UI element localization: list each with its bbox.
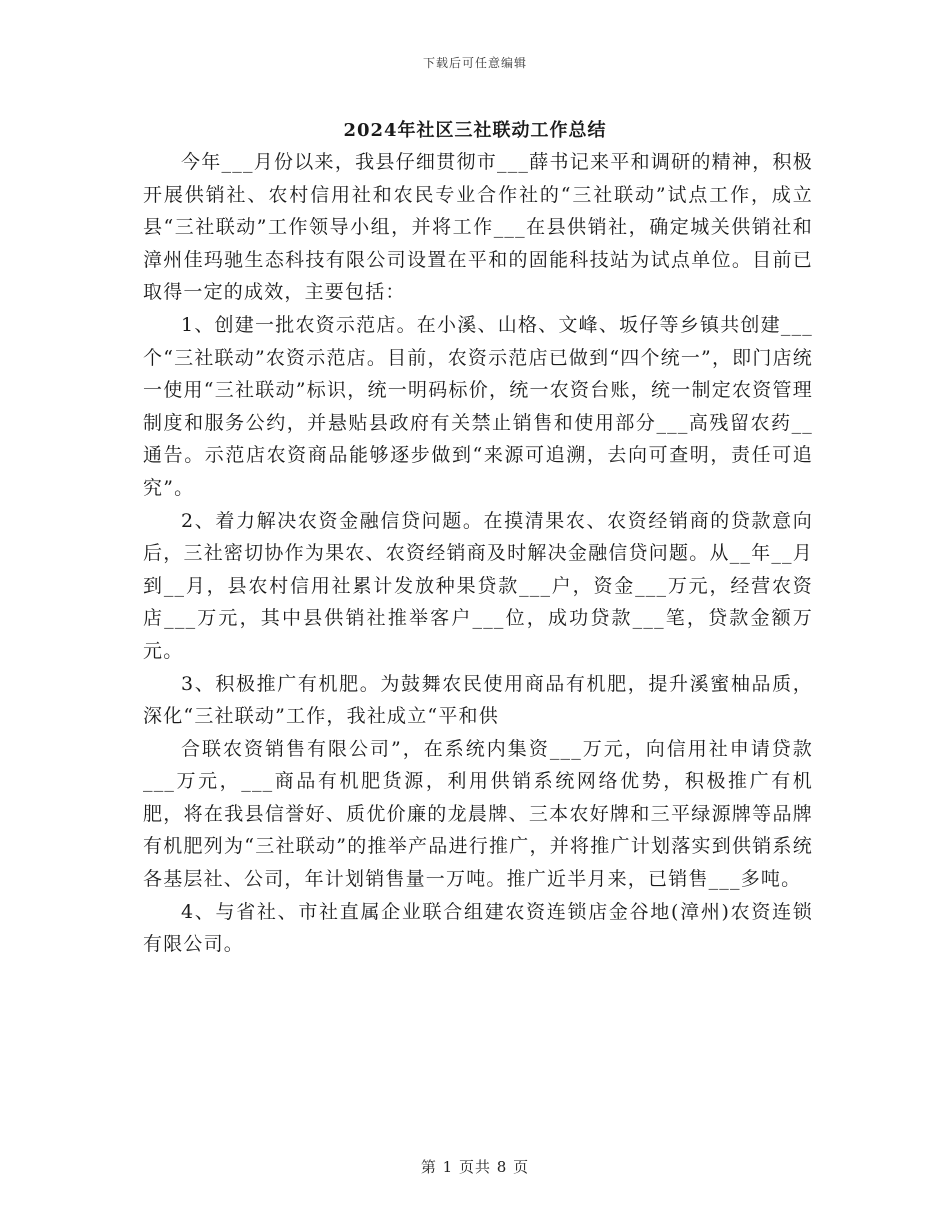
paragraph-item-1: 1、创建一批农资示范店。在小溪、山格、文峰、坂仔等乡镇共创建___个“三社联动”农资示范店。目前，农资示范店已做到“四个统一”，即门店统一使用“三社联动”标识，统一明码标价，统一农资台账，统一制定农资管理制度和服务公约，并悬贴县政府有关禁止销售和使用部分___高残留农药__通告。示范店农资商品能够逐步做到“来源可追溯，去向可查明，责任可追究”。: [143, 313, 813, 499]
document-body: [143, 146, 813, 961]
paragraph-item-2: 2、着力解决农资金融信贷问题。在摸清果农、农资经销商的贷款意向后，三社密切协作为果农、农资经销商及时解决金融信贷问题。从__年__月到__月，县农村信用社累计发放种果贷款___户，资金___万元，经营农资店___万元，其中县供销社推举客户___位，成功贷款___笔，贷款金额万元。: [143, 509, 813, 662]
paragraph-item-3-continued: 合联农资销售有限公司”，在系统内集资___万元，向信用社申请贷款___万元，___商品有机肥货源，利用供销系统网络优势，积极推广有机肥，将在我县信誉好、质优价廉的龙晨牌、三本农好牌和三平绿源牌等品牌有机肥列为“三社联动”的推举产品进行推广，并将推广计划落实到供销系统各基层社、公司，年计划销售量一万吨。推广近半月来，已销售___多吨。: [143, 737, 813, 891]
paragraph-intro: 今年___月份以来，我县仔细贯彻市___薛书记来平和调研的精神，积极开展供销社、农村信用社和农民专业合作社的“三社联动”试点工作，成立县“三社联动”工作领导小组，并将工作___在县供销社，确定城关供销社和漳州佳玛驰生态科技有限公司设置在平和的固能科技站为试点单位。目前已取得一定的成效，主要包括：: [143, 151, 813, 304]
paragraph-item-4: 4、与省社、市社直属企业联合组建农资连锁店金谷地(漳州)农资连锁有限公司。: [143, 900, 813, 956]
paragraph-item-3: 3、积极推广有机肥。为鼓舞农民使用商品有机肥，提升溪蜜柚品质，深化“三社联动”工作，我社成立“平和供: [143, 672, 813, 728]
header-note: 下载后可任意编辑: [422, 56, 527, 70]
page-number: 第 1 页共 8 页: [420, 1158, 530, 1176]
document-title: 2024年社区三社联动工作总结: [343, 120, 607, 141]
